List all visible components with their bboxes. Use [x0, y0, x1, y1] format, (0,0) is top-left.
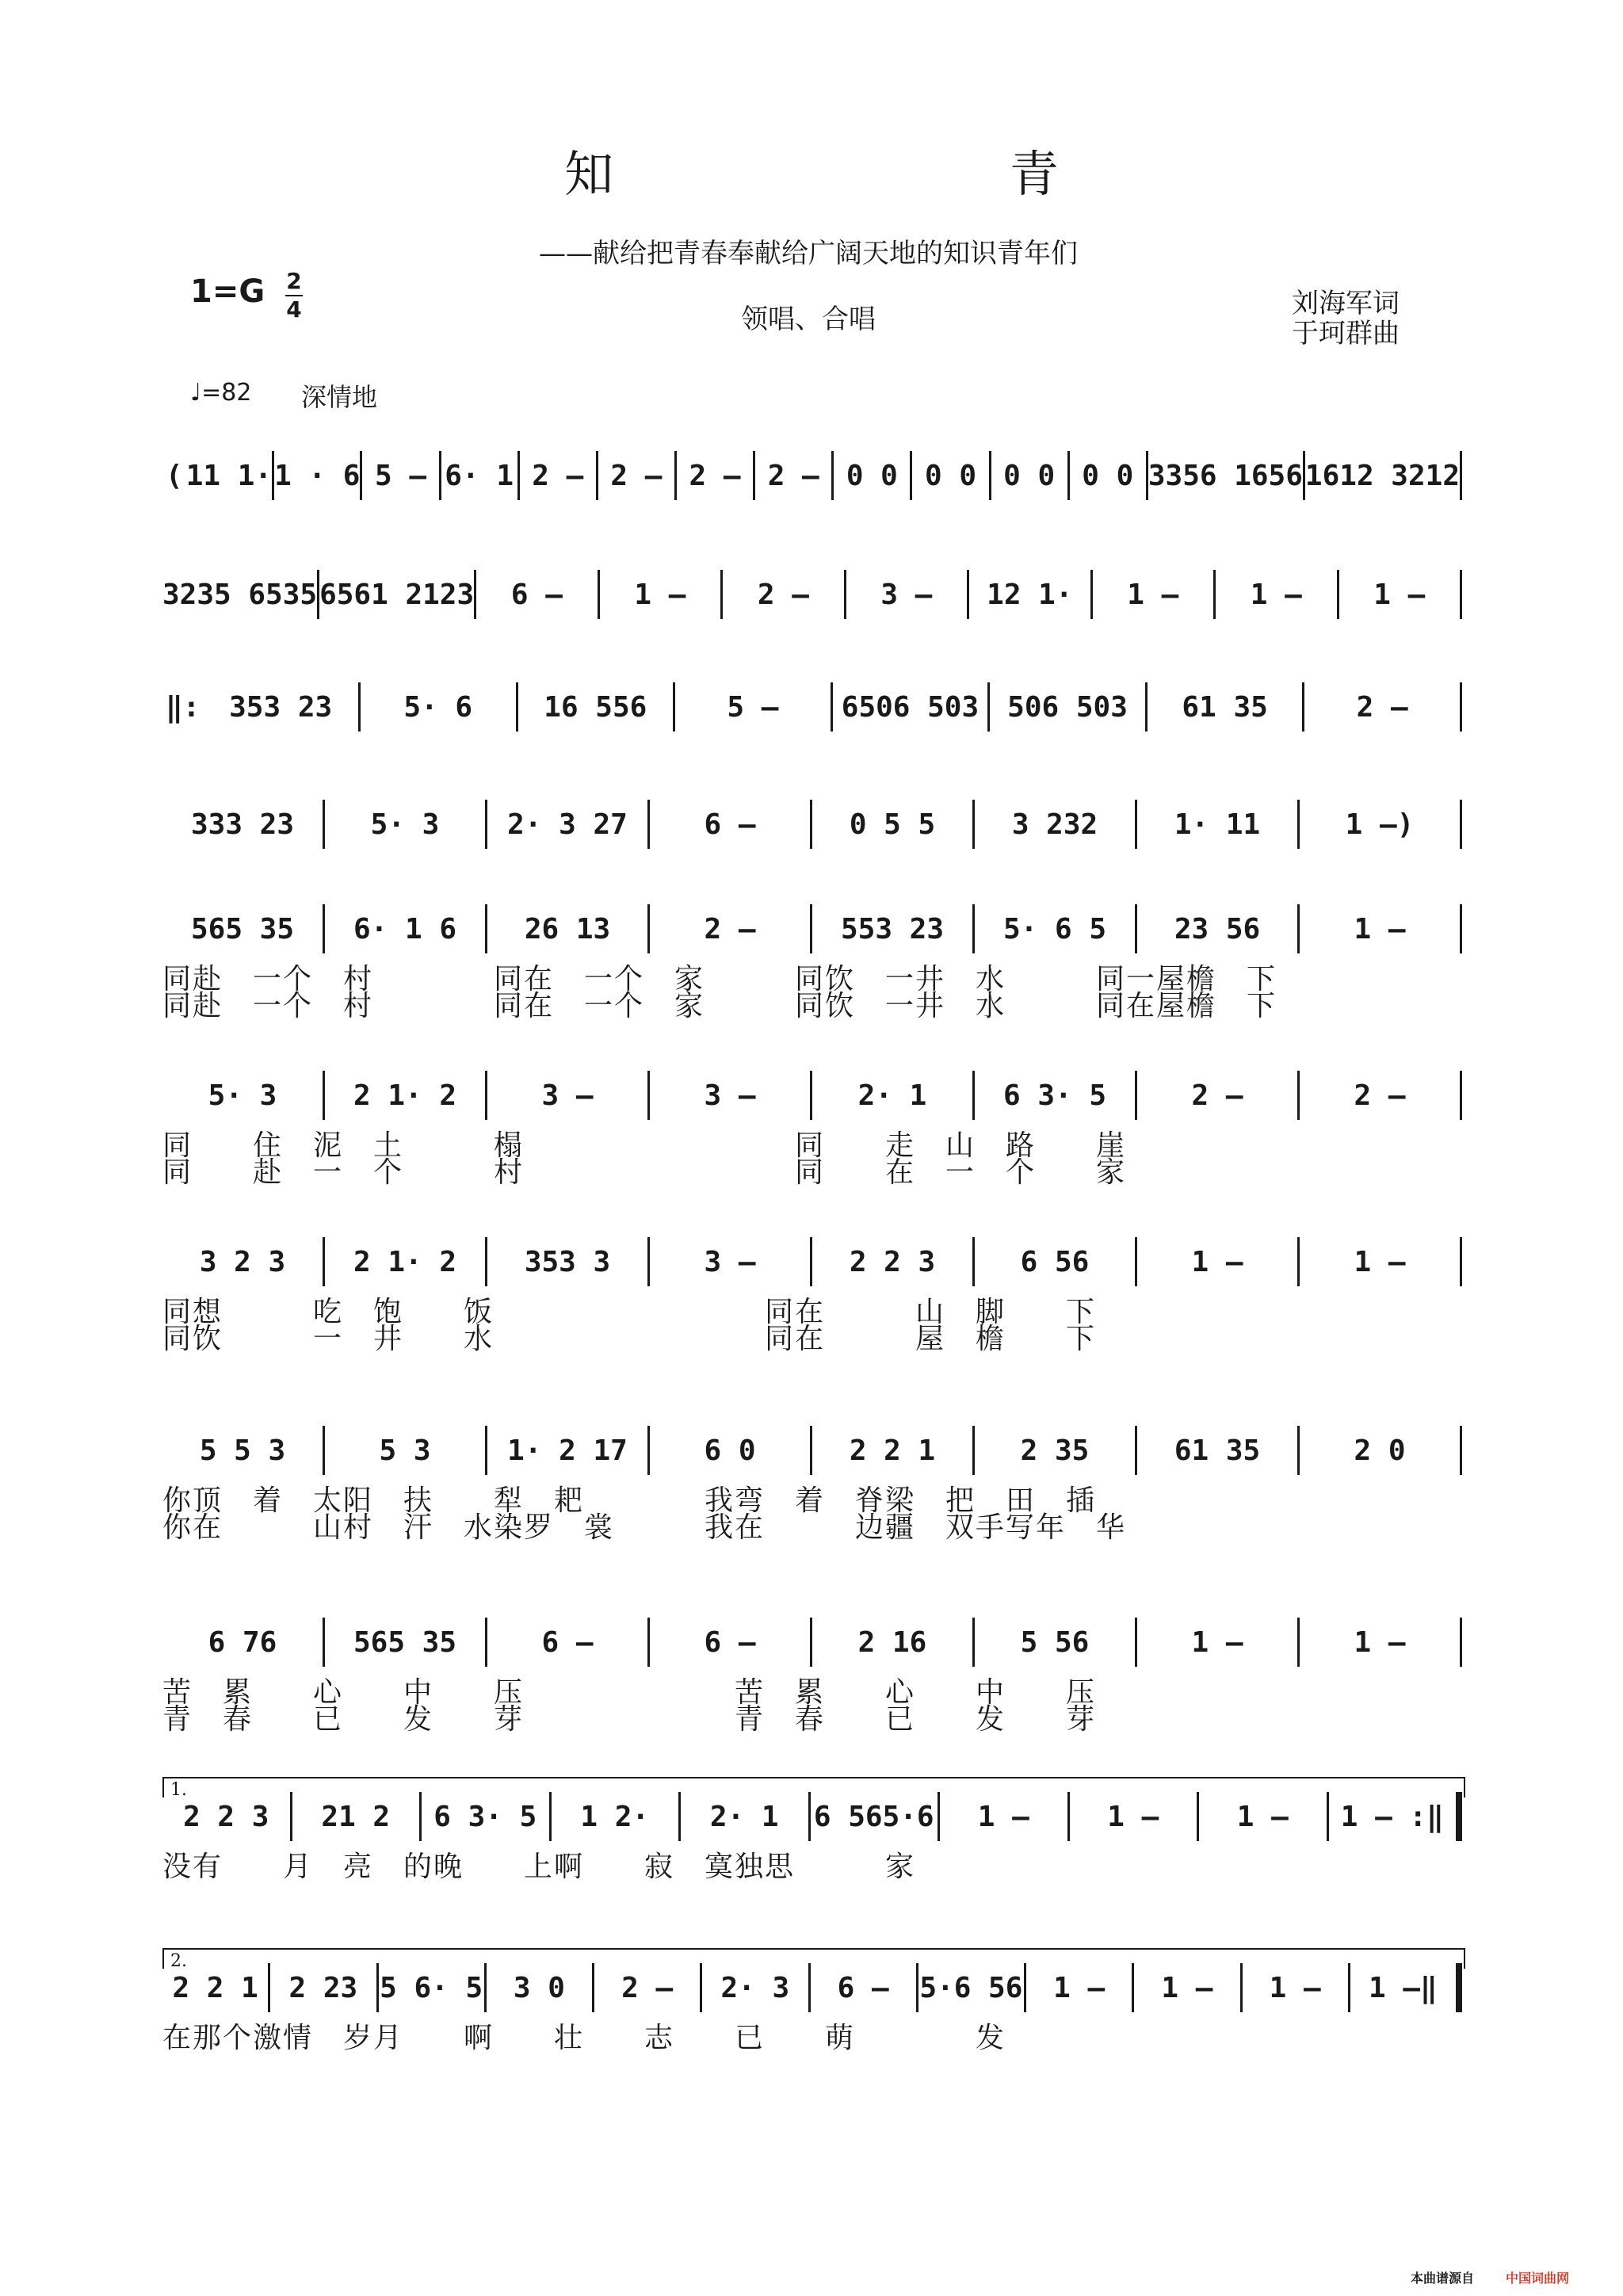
measure: 1 – :‖	[1340, 1800, 1444, 1833]
lyric-line: 你顶 着 太阳 扶 犁 耙 我弯 着 脊梁 把 田 插	[162, 1484, 1097, 1517]
measure: 6· 1 6	[353, 912, 457, 946]
measure: 6 –	[704, 808, 756, 841]
measure: 1 2·	[580, 1800, 650, 1833]
measure: 2 2 3	[849, 1245, 936, 1278]
score-system	[162, 800, 1462, 848]
measure: 26 13	[524, 912, 611, 946]
measure: 565 35	[190, 912, 295, 946]
score-system	[162, 1793, 1462, 1883]
measure: 2 23	[288, 1971, 358, 2004]
measure: 6506 503	[841, 690, 980, 724]
volta-number: 1.	[170, 1780, 187, 1800]
notation-line	[162, 1427, 1462, 1474]
meter-bottom: 4	[286, 296, 302, 323]
measure: 61 35	[1174, 1434, 1261, 1467]
measure: 3356 1656	[1148, 459, 1303, 492]
measure: 5 56	[1020, 1626, 1090, 1659]
measure: 2 –	[610, 459, 663, 492]
measure: 2 35	[1020, 1434, 1090, 1467]
measure: 3235 6535	[162, 578, 318, 611]
measure: 1 –)	[1345, 808, 1415, 841]
measure: 6· 1	[445, 459, 514, 492]
measure: 2 –	[757, 578, 809, 611]
measure: 2 –	[767, 459, 819, 492]
lyric-line: 同赴 一个 村 同在 一个 家 同饮 一井 水 同在屋檐 下	[162, 990, 1277, 1022]
lyric-line: 苦 累 心 中 压 苦 累 心 中 压	[162, 1676, 1097, 1709]
barline	[1460, 1237, 1462, 1286]
composer-credit: 于珂群曲	[1292, 318, 1400, 350]
measure: 5· 3	[208, 1079, 277, 1112]
score-system	[162, 905, 1462, 1022]
notation-line	[162, 1238, 1462, 1286]
measure: 61 35	[1182, 690, 1268, 724]
measure: 5 6· 5	[380, 1971, 483, 2004]
measure: 5 3	[379, 1434, 431, 1467]
measure: 6 3· 5	[1002, 1079, 1107, 1112]
lyric-line: 同想 吃 饱 饭 同在 山 脚 下	[162, 1296, 1097, 1328]
barline	[1460, 682, 1462, 732]
score-system	[162, 1072, 1462, 1189]
measure: 0 0	[846, 459, 898, 492]
lyric-line: 没有 月 亮 的晚 上啊 寂 寞独思 家	[162, 1851, 916, 1883]
lyric-line: 同 住 泥 土 榻 同 走 山 路 崖	[162, 1129, 1127, 1162]
measure: 6 3· 5	[433, 1800, 537, 1833]
notation-line	[162, 1618, 1462, 1666]
measure: 2 2 3	[183, 1800, 269, 1833]
measure: 5· 6	[403, 690, 473, 724]
measure: 6 –	[704, 1626, 756, 1659]
measure: 16 556	[544, 690, 647, 724]
measure: 1 –	[1191, 1626, 1243, 1659]
measure: 2 2 1	[849, 1434, 936, 1467]
time-signature	[285, 268, 303, 323]
notation-line	[162, 1964, 1462, 2011]
barline	[1460, 1426, 1462, 1475]
measure: 2 –	[621, 1971, 674, 2004]
measure: 3 –	[880, 578, 933, 611]
measure: 1· 2 17	[507, 1434, 628, 1467]
notation-line	[162, 571, 1462, 618]
notation-line	[162, 452, 1462, 499]
measure: 3 –	[704, 1245, 756, 1278]
measure: 2 2 1	[172, 1971, 258, 2004]
measure: 1612 3212	[1304, 459, 1460, 492]
lyric-line: 同赴 一个 村 同在 一个 家 同饮 一井 水 同一屋檐 下	[162, 963, 1277, 995]
voice-parts: 领唱、合唱	[741, 304, 876, 335]
measure: 553 23	[840, 912, 945, 946]
measure: 3 2 3	[199, 1245, 286, 1278]
measure: 506 503	[1007, 690, 1128, 724]
measure: 3 –	[541, 1079, 594, 1112]
measure: 5 –	[727, 690, 779, 724]
expression-marking: 深情地	[301, 382, 378, 412]
notation-line	[162, 905, 1462, 953]
lyric-line: 青 春 已 发 芽 青 春 已 发 芽	[162, 1703, 1097, 1736]
score-system	[162, 1964, 1462, 2054]
barline	[1460, 1618, 1462, 1667]
measure: 1 –	[1191, 1245, 1243, 1278]
measure: 0 0	[1003, 459, 1056, 492]
lyric-line: 在那个激情 岁月 啊 壮 志 已 萌 发	[162, 2022, 1006, 2054]
measure: 1 –	[1236, 1800, 1289, 1833]
measure: 6 56	[1020, 1245, 1090, 1278]
measure: 1 –	[1127, 578, 1179, 611]
footer-site-logo: 中国词曲网	[1506, 2271, 1570, 2286]
measure: 1 –	[634, 578, 686, 611]
measure: 3 –	[704, 1079, 756, 1112]
barline	[1456, 1792, 1462, 1841]
measure: 2· 1	[709, 1800, 779, 1833]
system-prefix: ‖:	[166, 690, 200, 724]
barline	[1460, 451, 1462, 500]
measure: 6 –	[837, 1971, 889, 2004]
measure: 12 1·	[987, 578, 1073, 611]
measure: 2 1· 2	[353, 1245, 457, 1278]
measure: 2· 3 27	[507, 808, 628, 841]
measure: 5 5 3	[199, 1434, 286, 1467]
notation-line	[162, 683, 1462, 731]
measure: 6561 2123	[319, 578, 475, 611]
score-system	[162, 452, 1462, 499]
meter-top: 2	[286, 268, 302, 294]
system-prefix: (	[166, 459, 183, 492]
measure: 2 –	[689, 459, 741, 492]
barline	[1460, 570, 1462, 619]
measure: 333 23	[190, 808, 295, 841]
score-system	[162, 1427, 1462, 1544]
song-subtitle: ——献给把青春奉献给广阔天地的知识青年们	[539, 238, 1078, 269]
lyricist-credit: 刘海军词	[1292, 288, 1400, 319]
barline	[1460, 1071, 1462, 1120]
measure: 2 16	[857, 1626, 927, 1659]
barline	[1456, 1963, 1462, 2012]
measure: 0 5 5	[849, 808, 936, 841]
measure: 0 0	[1082, 459, 1134, 492]
measure: 1 –	[1373, 578, 1426, 611]
measure: 353 3	[524, 1245, 611, 1278]
score-system	[162, 683, 1462, 731]
measure: 2 –	[1354, 1079, 1406, 1112]
measure: 5· 3	[370, 808, 440, 841]
measure: 2 –	[704, 912, 756, 946]
measure: 6 –	[510, 578, 563, 611]
measure: 1 · 6	[274, 459, 361, 492]
measure: 1 –‖	[1369, 1971, 1438, 2004]
lyric-line: 你在 山村 汗 水染罗 裳 我在 边疆 双手写年 华	[162, 1511, 1127, 1544]
song-title: 知 青	[564, 145, 1249, 203]
lyric-line: 同饮 一 井 水 同在 屋 檐 下	[162, 1323, 1097, 1355]
measure: 1 –	[1107, 1800, 1159, 1833]
score-system	[162, 1618, 1462, 1736]
measure: 5·6 56	[919, 1971, 1023, 2004]
measure: 11 1·	[185, 459, 273, 492]
measure: 1 –	[1354, 1626, 1406, 1659]
notation-line	[162, 1072, 1462, 1119]
measure: 23 56	[1174, 912, 1261, 946]
measure: 6 0	[704, 1434, 756, 1467]
footer-source-label: 本曲谱源自	[1411, 2271, 1475, 2286]
measure: 2 –	[1191, 1079, 1243, 1112]
tempo-marking: ♩=82	[190, 379, 252, 407]
measure: 1 –	[1053, 1971, 1106, 2004]
measure: 2 0	[1354, 1434, 1406, 1467]
measure: 6 76	[208, 1626, 277, 1659]
measure: 0 0	[924, 459, 976, 492]
measure: 3 232	[1011, 808, 1098, 841]
measure: 21 2	[321, 1800, 391, 1833]
measure: 1 –	[1269, 1971, 1321, 2004]
lyric-line: 同 赴 一 个 村 同 在 一 个 家	[162, 1156, 1127, 1189]
measure: 1· 11	[1174, 808, 1261, 841]
measure: 6 –	[541, 1626, 594, 1659]
measure: 1 –	[1161, 1971, 1213, 2004]
measure: 2 –	[532, 459, 584, 492]
notation-line	[162, 800, 1462, 848]
measure: 1 –	[1250, 578, 1302, 611]
measure: 565 35	[353, 1626, 457, 1659]
score-system	[162, 1238, 1462, 1355]
measure: 5· 6 5	[1002, 912, 1107, 946]
measure: 2 –	[1356, 690, 1408, 724]
notation-line	[162, 1793, 1462, 1840]
measure: 353 23	[229, 690, 333, 724]
measure: 2· 3	[720, 1971, 790, 2004]
score-system	[162, 571, 1462, 618]
key-signature: 1=G	[190, 273, 265, 310]
measure: 1 –	[1354, 1245, 1406, 1278]
measure: 2· 1	[857, 1079, 927, 1112]
measure: 6 565·6	[813, 1800, 934, 1833]
measure: 1 –	[1354, 912, 1406, 946]
barline	[1460, 800, 1462, 849]
measure: 3 0	[513, 1971, 565, 2004]
measure: 5 –	[374, 459, 427, 492]
barline	[1460, 904, 1462, 953]
volta-number: 2.	[170, 1951, 187, 1971]
measure: 2 1· 2	[353, 1079, 457, 1112]
measure: 1 –	[977, 1800, 1029, 1833]
